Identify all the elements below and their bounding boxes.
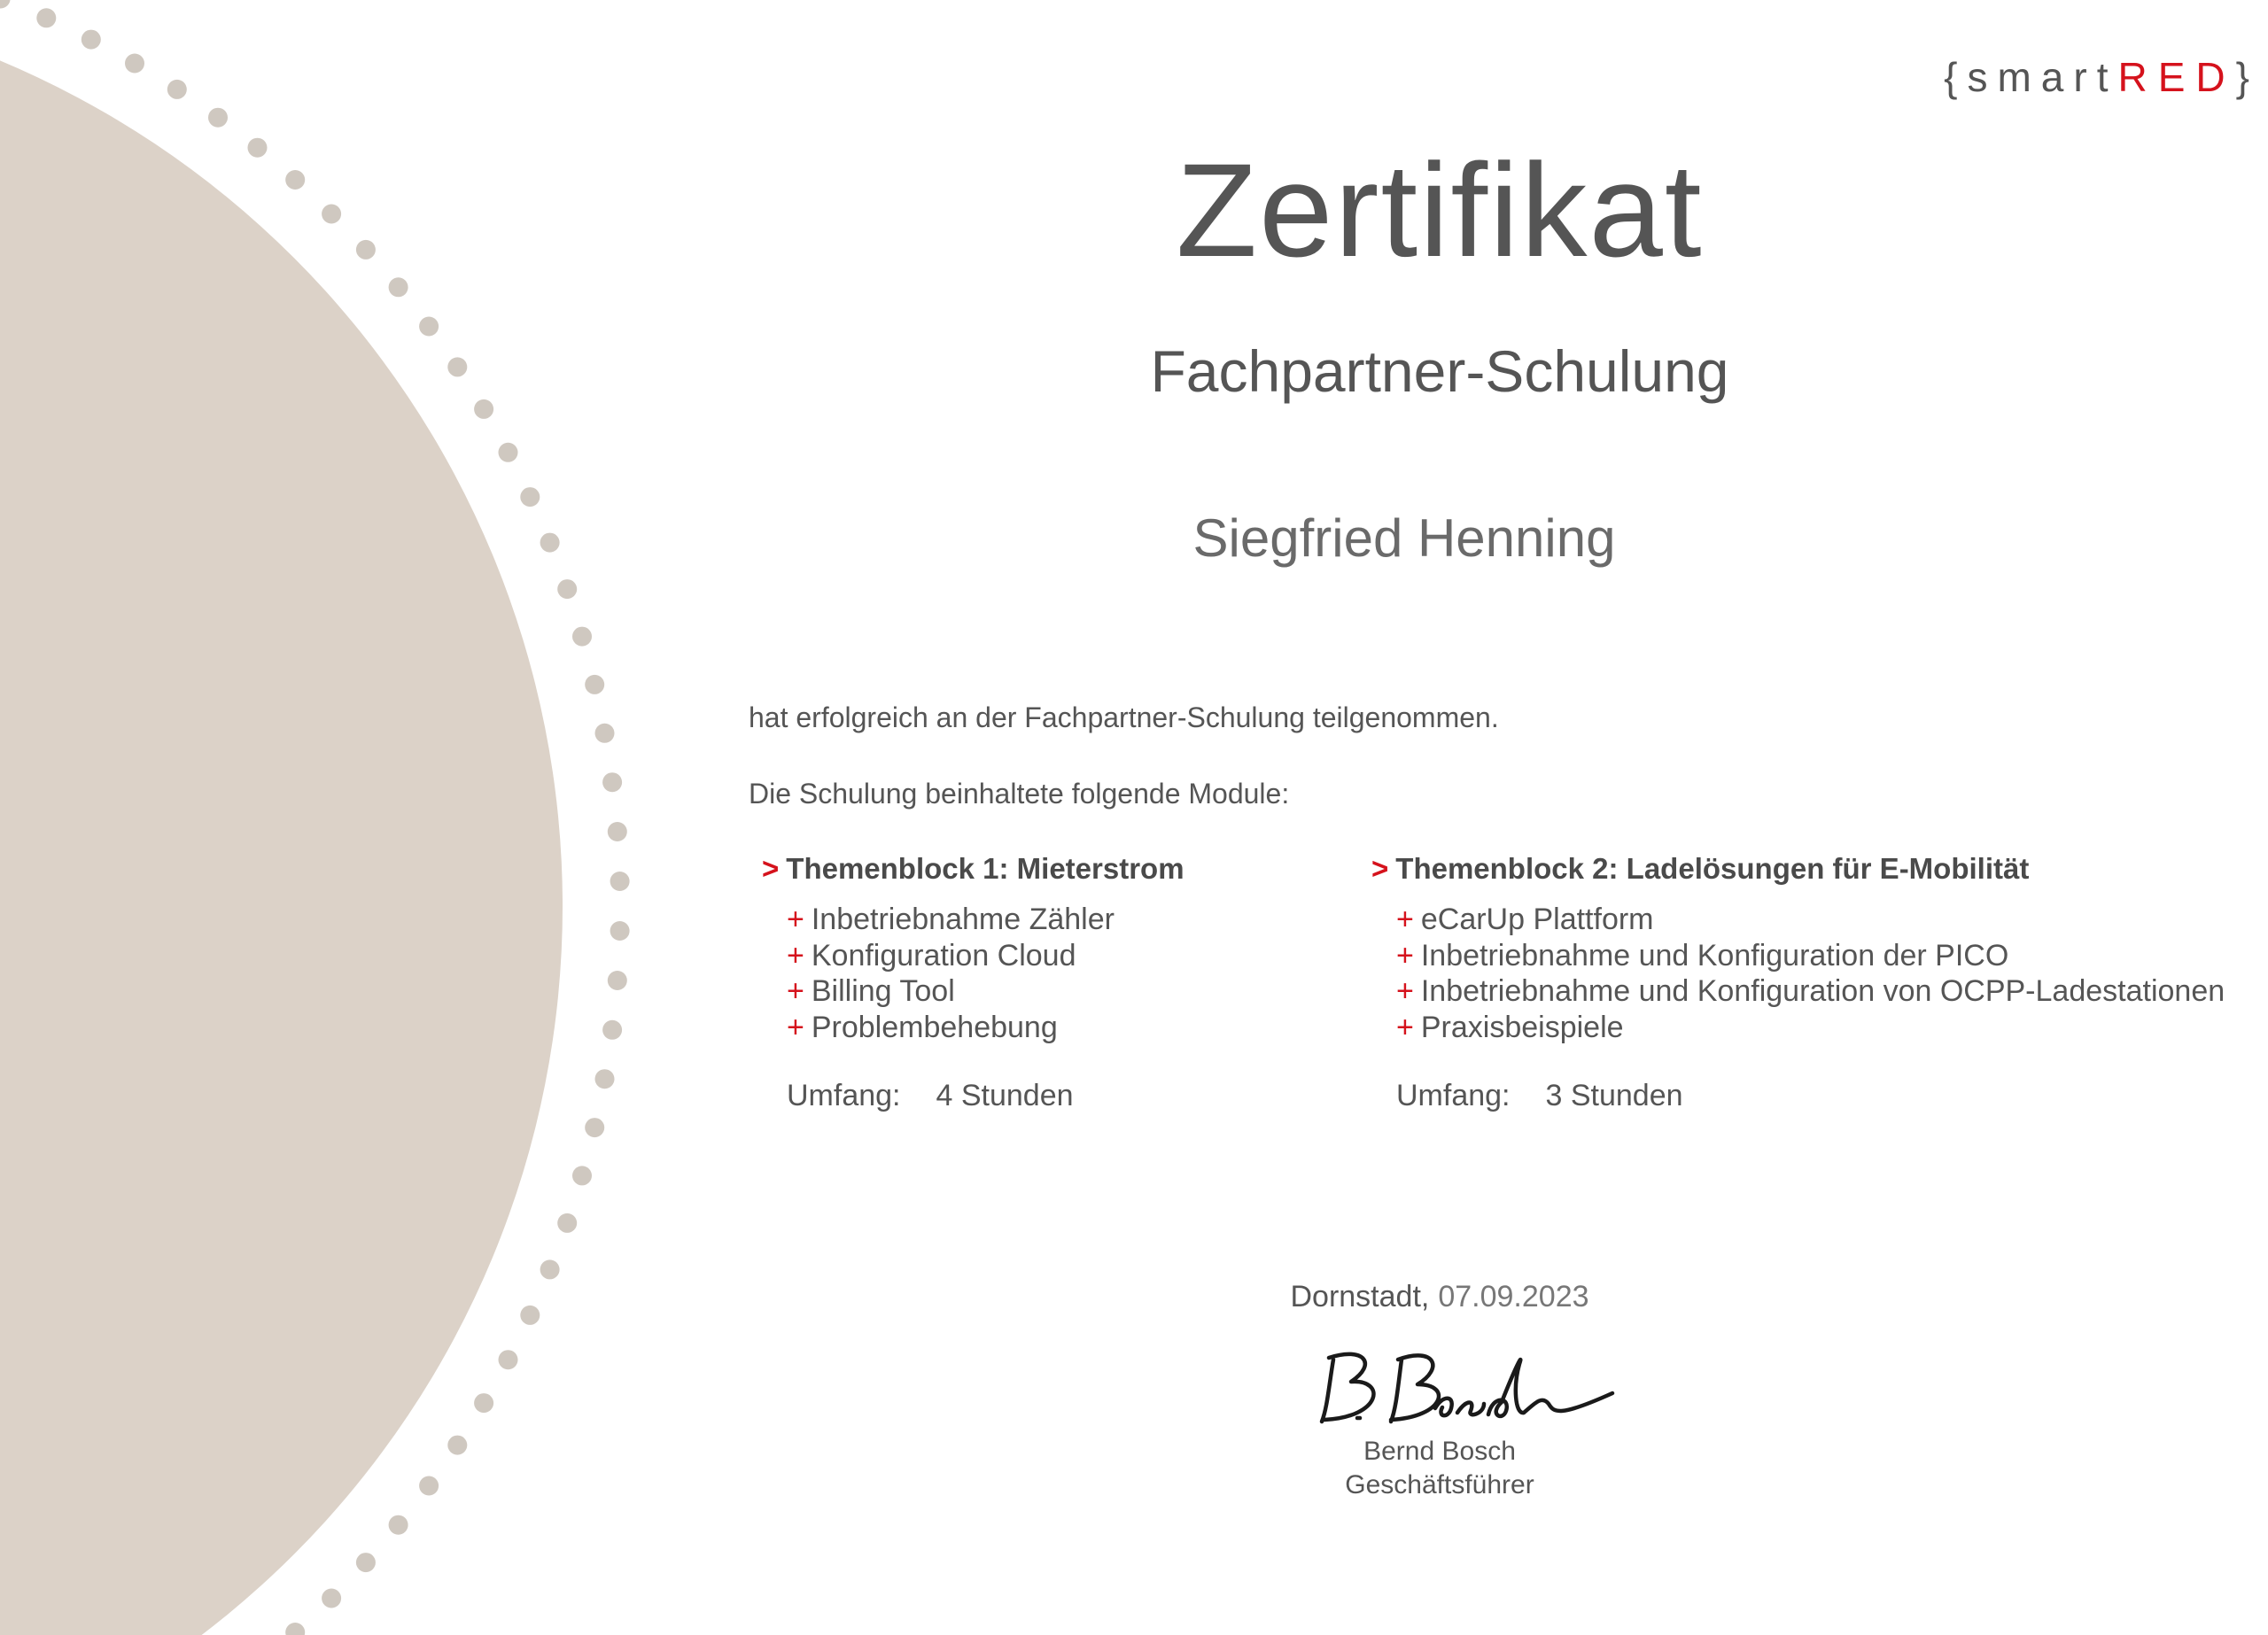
place: Dornstadt, <box>1290 1280 1430 1313</box>
topic-text: Inbetriebnahme und Konfiguration von OCPP-Ladestationen <box>1420 974 2225 1008</box>
decorative-dot <box>356 240 376 260</box>
decorative-dot <box>595 1069 615 1089</box>
topic-text: Konfiguration Cloud <box>811 938 1076 972</box>
decorative-dot <box>610 872 630 891</box>
module-heading <box>1371 852 2225 893</box>
scope-value: 4 Stunden <box>936 1079 1074 1112</box>
decorative-dot <box>520 487 540 507</box>
scope-label: Umfang: <box>787 1079 901 1112</box>
module-scope <box>787 1079 1184 1113</box>
list-item <box>787 902 1184 938</box>
decorative-dot <box>208 108 228 128</box>
decorative-dot <box>0 0 11 9</box>
decorative-dot <box>82 30 101 50</box>
decorative-dot <box>419 317 439 337</box>
decorative-dot <box>474 1393 493 1413</box>
decorative-dot <box>389 1515 408 1535</box>
recipient-name: Siegfried Henning <box>1192 508 1616 568</box>
decorative-dot <box>36 8 56 27</box>
certificate-subtitle: Fachpartner-Schulung <box>1150 338 1729 404</box>
list-item <box>1396 938 2225 974</box>
beige-circle <box>0 0 563 1635</box>
decorative-dot <box>610 921 630 941</box>
decorative-dot <box>557 579 577 599</box>
list-item <box>1396 902 2225 938</box>
list-item <box>787 973 1184 1010</box>
decorative-dot <box>474 399 493 419</box>
decorative-dot <box>322 1589 341 1608</box>
module-block-1 <box>762 852 1184 1113</box>
decorative-dot <box>285 1623 305 1635</box>
module-block-2 <box>1371 852 2225 1113</box>
decorative-dot <box>585 675 604 694</box>
topic-text: Inbetriebnahme Zähler <box>811 903 1115 936</box>
module-scope <box>1396 1079 2225 1113</box>
place-and-date <box>886 1280 1993 1314</box>
modules-intro: Die Schulung beinhaltete folgende Module: <box>749 778 1290 810</box>
decorative-dot <box>572 627 592 647</box>
plus-icon: + <box>787 1010 804 1044</box>
list-item <box>787 1010 1184 1046</box>
decorative-dot <box>322 205 341 224</box>
decorative-dot <box>557 1213 577 1233</box>
scope-value: 3 Stunden <box>1545 1079 1683 1112</box>
signer-role: Geschäftsführer <box>1345 1470 1534 1499</box>
decorative-dot <box>608 971 627 990</box>
decorative-dot <box>285 170 305 190</box>
plus-icon: + <box>787 938 804 972</box>
decorative-dot <box>540 1259 560 1279</box>
topic-text: Praxisbeispiele <box>1420 1010 1624 1044</box>
decorative-dot <box>356 1553 376 1572</box>
decorative-dot <box>419 1476 439 1496</box>
plus-icon: + <box>1396 974 1414 1008</box>
topic-text: Billing Tool <box>811 974 955 1008</box>
completion-statement: hat erfolgreich an der Fachpartner-Schulung teilgenommen. <box>749 701 1499 733</box>
module-topic-list <box>787 902 1184 1045</box>
decorative-dot <box>125 54 144 74</box>
module-heading-text: Themenblock 1: Mieterstrom <box>786 852 1184 885</box>
topic-text: eCarUp Plattform <box>1420 903 1654 936</box>
signer-block <box>886 1435 1993 1502</box>
decorative-dot <box>447 357 467 376</box>
smartred-logo <box>1944 53 2259 101</box>
decorative-dot <box>248 138 268 158</box>
certificate-title: Zertifikat <box>1176 136 1704 284</box>
module-heading <box>762 852 1184 893</box>
decorative-dot <box>608 822 627 841</box>
decorative-dot <box>447 1436 467 1455</box>
plus-icon: + <box>787 903 804 936</box>
module-topic-list <box>1396 902 2225 1045</box>
logo-prefix: {smart <box>1944 54 2118 100</box>
signature-image <box>1302 1333 1621 1439</box>
plus-icon: + <box>1396 938 1414 972</box>
decorative-dot <box>520 1306 540 1325</box>
decorative-dot <box>602 1020 622 1040</box>
decorative-dot <box>540 533 560 553</box>
decorative-dot <box>499 1350 518 1369</box>
module-heading-text: Themenblock 2: Ladelösungen für E-Mobilität <box>1395 852 2030 885</box>
plus-icon: + <box>1396 1010 1414 1044</box>
chevron-right-icon: > <box>762 852 780 885</box>
logo-brand: RED <box>2117 54 2236 100</box>
decorative-dot <box>585 1118 604 1137</box>
list-item <box>1396 1010 2225 1046</box>
decorative-dot <box>167 80 187 99</box>
plus-icon: + <box>1396 903 1414 936</box>
topic-text: Problembehebung <box>811 1010 1058 1044</box>
chevron-right-icon: > <box>1371 852 1389 885</box>
list-item <box>787 938 1184 974</box>
decorative-dot <box>389 277 408 297</box>
logo-suffix: } <box>2235 54 2259 100</box>
issue-date: 07.09.2023 <box>1438 1280 1589 1313</box>
decorative-dot <box>602 772 622 792</box>
decorative-dot <box>499 443 518 462</box>
signer-name: Bernd Bosch <box>1363 1437 1516 1466</box>
decorative-dot <box>572 1166 592 1185</box>
decorative-dot <box>595 724 615 743</box>
list-item <box>1396 973 2225 1010</box>
plus-icon: + <box>787 974 804 1008</box>
scope-label: Umfang: <box>1396 1079 1511 1112</box>
topic-text: Inbetriebnahme und Konfiguration der PICO <box>1420 938 2009 972</box>
